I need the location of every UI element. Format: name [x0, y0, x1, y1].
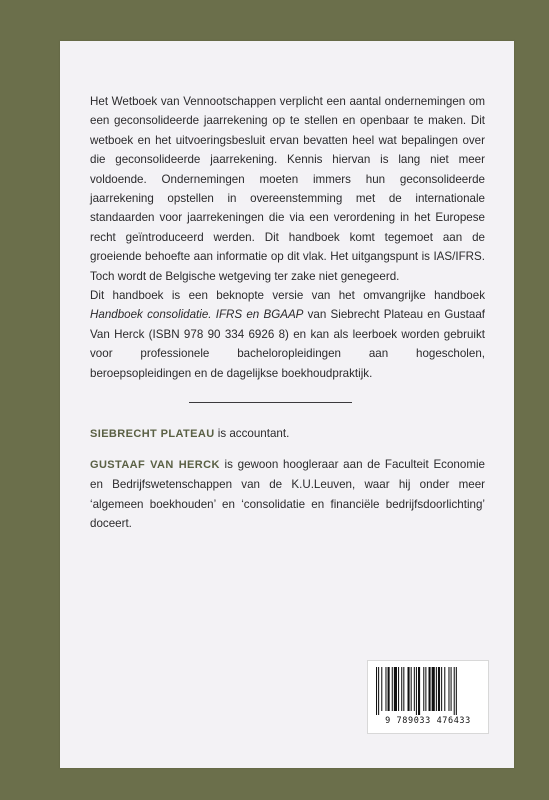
- author-name: GUSTAAF VAN HERCK: [90, 459, 220, 471]
- text-panel: [60, 41, 514, 768]
- barcode-bar: [378, 667, 379, 715]
- barcode-bar: [451, 667, 452, 711]
- description-paragraph-1: Het Wetboek van Vennootschappen verplicht een aantal ondernemingen om een geconsolideerde jaarrekening op te stellen en openbaar te maken. Dit wetboek en het uitvoeringsbesluit ervan bevatten heel wat bepalingen over die geconsolideerde jaarrekening. Kennis hiervan is lang niet meer voldoende. Ondernemingen moeten immers hun geconsolideerde jaarrekening opstellen in overeenstemming met de internationale standaarden voor jaarrekeningen die via een verordening in het Europese recht geïntroduceerd werden. Dit handboek komt tegemoet aan de groeiende behoefte aan informatie op dit vlak. Het uitgangspunt is IAS/IFRS. Toch wordt de Belgische wetgeving ter zake niet genegeerd.: [90, 95, 485, 283]
- barcode-bar: [398, 667, 399, 711]
- author-name: SIEBRECHT PLATEAU: [90, 428, 215, 440]
- author-bio-van-herck: [90, 455, 485, 534]
- barcode-bar: [408, 667, 410, 711]
- paragraph-2-start: Dit handboek is een beknopte versie van het omvangrijke handboek: [90, 289, 485, 303]
- barcode-bar: [392, 667, 393, 711]
- barcode-bar: [425, 667, 426, 711]
- barcode-bar: [436, 667, 437, 711]
- separator-line: [189, 402, 352, 403]
- barcode-bar: [376, 667, 377, 715]
- barcode-bar: [381, 667, 382, 711]
- barcode-bar: [416, 667, 417, 715]
- description-blurb: [90, 92, 485, 383]
- barcode-bar: [448, 667, 449, 711]
- barcode-bar: [423, 667, 424, 711]
- barcode-bar: [385, 667, 386, 711]
- barcode-bar: [441, 667, 442, 711]
- isbn-barcode: [367, 660, 489, 734]
- barcode-bar: [403, 667, 404, 711]
- paragraph-2-end: van Siebrecht Plateau en Gustaaf Van Herck (ISBN 978 90 334 6926 8) en kan als leerboek worden gebruikt voor professionele bacheloropleidingen aan hogescholen, beroepsopleidingen en de dagelijkse boekhoudpraktijk.: [90, 308, 485, 380]
- barcode-bar: [394, 667, 397, 711]
- barcode-bar: [456, 667, 457, 715]
- author-bio-plateau: [90, 424, 485, 444]
- description-paragraph-2: [90, 286, 485, 383]
- barcode-bar: [444, 667, 445, 711]
- barcode-bar: [411, 667, 412, 711]
- author-bio-text: is accountant.: [214, 427, 290, 440]
- barcode-bars: [376, 667, 480, 715]
- barcode-bar: [432, 667, 435, 711]
- barcode-bar: [438, 667, 440, 711]
- barcode-bar: [454, 667, 455, 715]
- barcode-bar: [418, 667, 420, 715]
- barcode-digits: 9 789033 476433: [385, 716, 471, 726]
- barcode-bar: [414, 667, 415, 711]
- author-bio-text: is gewoon hoogleraar aan de Faculteit Economie en Bedrijfswetenschappen van de K.U.Leuven, waar hij onder meer ‘algemeen boekhouden’ en ‘consolidatie en financiële bedrijfsdoorlichting’ doceert.: [90, 458, 485, 531]
- referenced-book-title: Handboek consolidatie. IFRS en BGAAP: [90, 308, 304, 322]
- barcode-bar: [388, 667, 390, 711]
- barcode-bar: [429, 667, 431, 711]
- barcode-bar: [401, 667, 402, 711]
